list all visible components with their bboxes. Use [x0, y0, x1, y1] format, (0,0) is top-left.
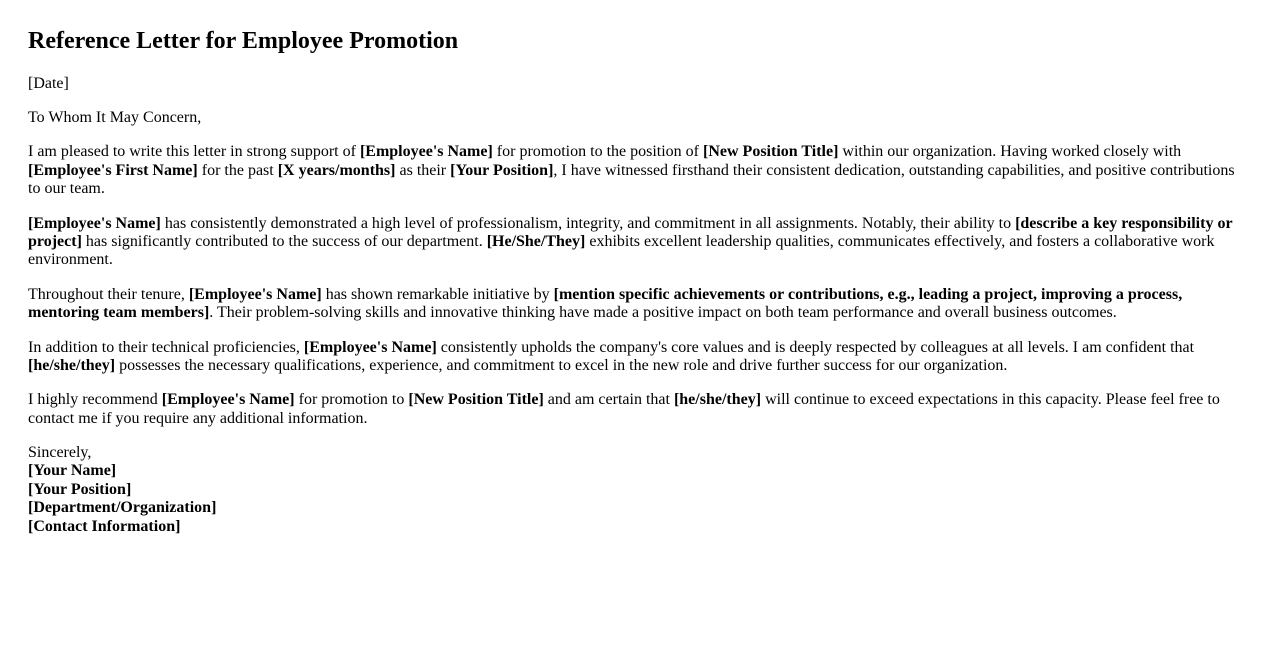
- paragraph-intro: I am pleased to write this letter in strong support of [Employee's Name] for promotion to the position of [New Position Title] within our organization. Having worked closely with [Employee's First Name] for the past [X years/months] as their [Your Position], I have witnessed firsthand their consistent dedication, outstanding capabilities, and positive contributions to our team.: [28, 143, 1235, 198]
- page-title: Reference Letter for Employee Promotion: [28, 28, 459, 54]
- paragraph-initiative: Throughout their tenure, [Employee's Name] has shown remarkable initiative by [mention specific achievements or contributions, e.g., leading a project, improving a process, mentoring team members]. Their problem-solving skills and innovative thinking have made a positive impact on both team performance and overall business outcomes.: [28, 285, 1183, 322]
- paragraph-recommendation: I highly recommend [Employee's Name] for promotion to [New Position Title] and am certain that [he/she/they] will continue to exceed expectations in this capacity. Please feel free to contact me if you require any additional information.: [28, 391, 1220, 427]
- paragraph-performance: [Employee's Name] has consistently demonstrated a high level of professionalism, integrity, and commitment in all assignments. Notably, their ability to [describe a key responsibility or project] has significantly contributed to the success of our department. [He/She/They] exhibits excellent leadership qualities, communicates effectively, and fosters a collaborative work environment.: [28, 214, 1233, 269]
- paragraph-values: In addition to their technical proficiencies, [Employee's Name] consistently upholds the company's core values and is deeply respected by colleagues at all levels. I am confident that [he/she/they] possesses the necessary qualifications, experience, and commitment to excel in the new role and drive further success for our organization.: [28, 338, 1195, 374]
- date-placeholder: [Date]: [28, 74, 69, 92]
- salutation: To Whom It May Concern,: [28, 108, 202, 126]
- signature-block: Sincerely, [Your Name] [Your Position] [Department/Organization] [Contact Information]: [28, 444, 217, 535]
